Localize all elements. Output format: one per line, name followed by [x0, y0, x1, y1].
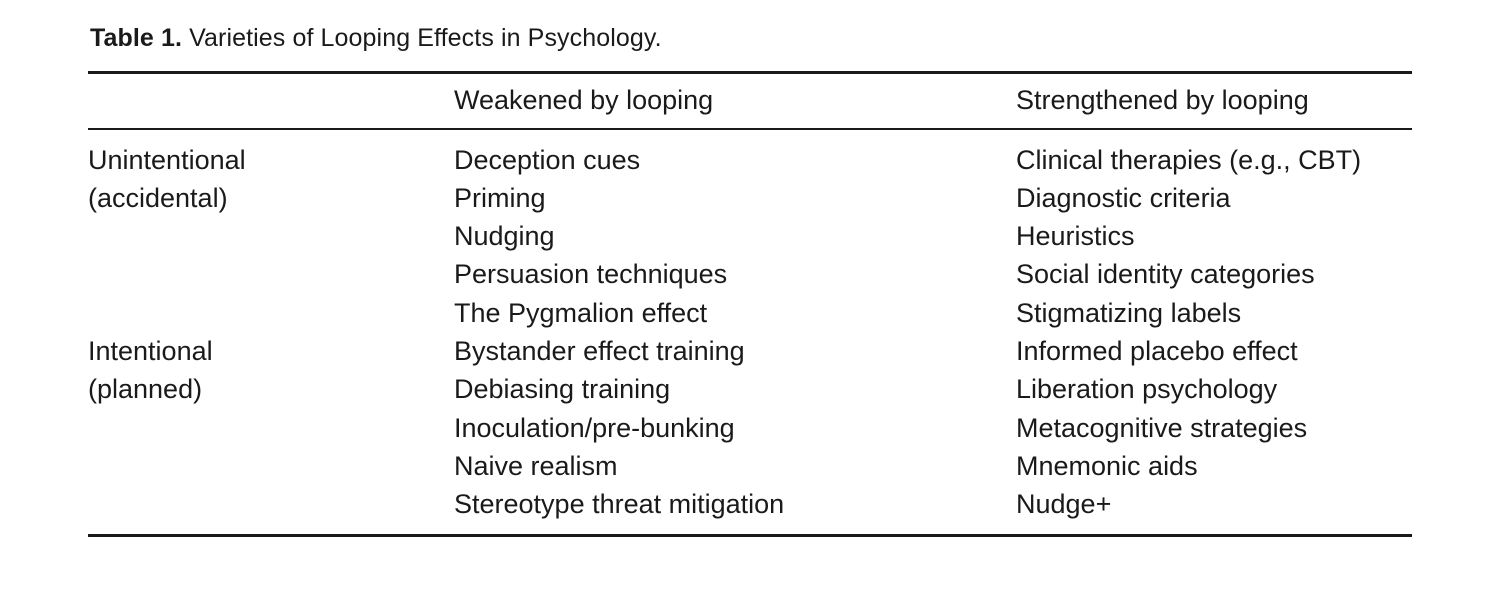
- list-item: Social identity categories: [1016, 259, 1315, 290]
- column-header-category: [88, 72, 454, 129]
- list-item: Bystander effect training: [454, 336, 745, 367]
- row-label-line: (planned): [88, 374, 203, 405]
- list-item: Nudge+: [1016, 489, 1112, 520]
- row-label-line: Unintentional: [88, 144, 246, 175]
- table-caption: [90, 22, 1412, 55]
- list-item: Informed placebo effect: [1016, 336, 1298, 367]
- table-caption-label: Table 1.: [90, 24, 183, 52]
- list-item: Metacognitive strategies: [1016, 412, 1308, 443]
- column-header-strengthened: Strengthened by looping: [1016, 72, 1412, 129]
- table-body: [88, 129, 1412, 530]
- row-label-line: (accidental): [88, 182, 228, 213]
- list-item: Mnemonic aids: [1016, 451, 1198, 482]
- list-item: Stereotype threat mitigation: [454, 489, 785, 520]
- cell-intentional-strengthened: [1016, 332, 1412, 530]
- list-item: Inoculation/pre-bunking: [454, 412, 735, 443]
- table-caption-text: Varieties of Looping Effects in Psychology.: [189, 24, 662, 52]
- list-item: Stigmatizing labels: [1016, 297, 1242, 328]
- list-item: Persuasion techniques: [454, 259, 728, 290]
- looping-effects-table: [88, 71, 1412, 530]
- table-header: [88, 72, 1412, 129]
- table-row: [88, 332, 1412, 530]
- cell-intentional-weakened: [454, 332, 1016, 530]
- row-label-line: Intentional: [88, 336, 213, 367]
- table-header-row: [88, 72, 1412, 129]
- list-item: Deception cues: [454, 144, 641, 175]
- list-item: Naive realism: [454, 451, 618, 482]
- list-item: Heuristics: [1016, 221, 1135, 252]
- cell-unintentional-strengthened: [1016, 129, 1412, 333]
- table-bottom-rule: [88, 534, 1412, 537]
- list-item: Clinical therapies (e.g., CBT): [1016, 144, 1362, 175]
- list-item: Diagnostic criteria: [1016, 182, 1231, 213]
- list-item: Nudging: [454, 221, 555, 252]
- row-label-intentional: [88, 332, 454, 530]
- list-item: Priming: [454, 182, 546, 213]
- table-row: [88, 129, 1412, 333]
- list-item: Liberation psychology: [1016, 374, 1278, 405]
- row-label-unintentional: [88, 129, 454, 333]
- list-item: Debiasing training: [454, 374, 671, 405]
- cell-unintentional-weakened: [454, 129, 1016, 333]
- column-header-weakened: Weakened by looping: [454, 72, 1016, 129]
- list-item: The Pygmalion effect: [454, 297, 708, 328]
